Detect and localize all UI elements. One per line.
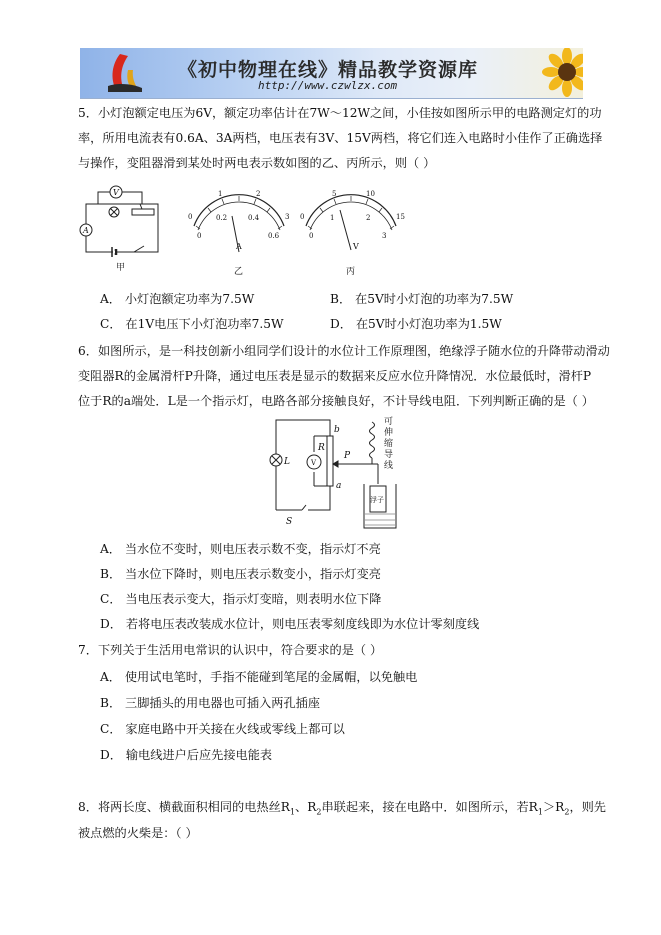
- ammeter-unit-label: A: [236, 242, 242, 251]
- ammeter-tick-bottom: 0.6: [268, 232, 280, 240]
- ammeter-tick-top: 0: [188, 213, 193, 221]
- q8-line-2: 被点燃的火柴是：（ ）: [78, 826, 198, 840]
- q6-line-3: 位于R的a端处．L是一个指示灯，电路各部分接触良好，不计导线电阻．下列判断正确的是（ ）: [78, 394, 594, 408]
- q6-label-a: a: [336, 481, 342, 491]
- voltmeter-unit-label: V: [353, 242, 359, 251]
- sunflower-icon: [535, 48, 583, 98]
- q6-option-c[interactable]: C． 当电压表示变大，指示灯变暗，则表明水位下降: [100, 592, 382, 606]
- q6-label-R: R: [318, 443, 325, 453]
- q5-label-yi: 乙: [234, 267, 244, 277]
- q5-line-1: 5．小灯泡额定电压为6V，额定功率估计在7W～12W之间，小佳按如图所示甲的电路测定灯的功: [78, 106, 602, 120]
- ammeter-tick-bottom: 0.2: [216, 214, 228, 222]
- q7-option-b[interactable]: B． 三脚插头的用电器也可插入两孔插座: [100, 696, 321, 710]
- q5-label-jia: 甲: [116, 263, 126, 273]
- voltmeter-tick-bottom: 1: [330, 214, 335, 222]
- voltmeter-tick-top: 15: [396, 213, 405, 221]
- voltmeter-tick-bottom: 0: [309, 232, 314, 240]
- voltmeter-tick-bottom: 2: [366, 214, 371, 222]
- q5-option-d[interactable]: D． 在5V时小灯泡功率为1.5W: [330, 317, 502, 331]
- q5-label-bing: 丙: [346, 267, 356, 277]
- q5-line-2: 率，所用电流表有0.6A、3A两档，电压表有3V、15V两档，将它们连入电路时小佳作了正确选择: [78, 131, 603, 145]
- banner-title: 《初中物理在线》精品教学资源库: [178, 59, 479, 81]
- q5-option-c[interactable]: C． 在1V电压下小灯泡功率7.5W: [100, 317, 284, 331]
- q8-line-1: 8．将两长度、横截面积相同的电热丝$R_1$、$R_2$串联起来，接在电路中．如图所示，若$R_1>R_2$，则先: [78, 800, 606, 817]
- q5-line-3: 与操作，变阻器滑到某处时两电表示数如图的乙、丙所示，则（ ）: [78, 156, 436, 170]
- q6-option-b[interactable]: B． 当水位下降时，则电压表示数变小，指示灯变亮: [100, 567, 381, 581]
- q7-title: 7．下列关于生活用电常识的认识中，符合要求的是（ ）: [78, 643, 383, 657]
- q5-option-a[interactable]: A． 小灯泡额定功率为7.5W: [100, 292, 255, 306]
- q6-label-S: S: [286, 517, 293, 527]
- site-logo-icon: [102, 50, 148, 96]
- ammeter-tick-top: 1: [218, 190, 223, 198]
- q6-label-b: b: [334, 425, 340, 435]
- q5-voltmeter-symbol: V: [113, 188, 119, 197]
- q6-line-1: 6．如图所示，是一科技创新小组同学们设计的水位计工作原理图，绝缘浮子随水位的升降带动滑动: [78, 344, 610, 358]
- q6-float-label: 浮子: [370, 496, 384, 504]
- q6-wire-char: 缩: [384, 439, 394, 449]
- voltmeter-tick-bottom: 3: [382, 232, 387, 240]
- banner-url[interactable]: http://www.czwlzx.com: [258, 79, 398, 92]
- q7-option-a[interactable]: A． 使用试电笔时，手指不能碰到笔尾的金属帽，以免触电: [100, 670, 418, 684]
- ammeter-tick-top: 2: [256, 190, 261, 198]
- ammeter-tick-bottom: 0: [197, 232, 202, 240]
- q6-wire-char: 线: [384, 461, 394, 471]
- voltmeter-tick-top: 0: [300, 213, 305, 221]
- q6-wire-char: 可: [384, 417, 394, 427]
- ammeter-tick-top: 3: [285, 213, 290, 221]
- q6-line-2: 变阻器R的金属滑杆P升降，通过电压表是显示的数据来反应水位升降情况．水位最低时，滑杆P: [78, 369, 592, 383]
- ammeter-tick-bottom: 0.4: [248, 214, 260, 222]
- q6-label-L: L: [284, 457, 290, 467]
- q5-option-b[interactable]: B． 在5V时小灯泡的功率为7.5W: [330, 292, 514, 306]
- q5-ammeter-symbol: A: [83, 226, 89, 235]
- q6-label-P: P: [344, 451, 351, 461]
- q7-option-d[interactable]: D． 输电线进户后应先接电能表: [100, 748, 273, 762]
- q6-water-level-circuit: [268, 414, 410, 532]
- voltmeter-tick-top: 10: [366, 190, 375, 198]
- q6-option-a[interactable]: A． 当水位不变时，则电压表示数不变，指示灯不亮: [100, 542, 381, 556]
- q6-label-V: V: [311, 459, 317, 467]
- q5-voltmeter-dial: [296, 186, 408, 278]
- q5-circuit-diagram: [76, 184, 166, 274]
- header-banner: [80, 48, 583, 99]
- q6-wire-char: 伸: [384, 428, 394, 438]
- q5-ammeter-dial: [184, 186, 294, 278]
- q6-option-d[interactable]: D． 若将电压表改装成水位计，则电压表零刻度线即为水位计零刻度线: [100, 617, 480, 631]
- voltmeter-tick-top: 5: [332, 190, 337, 198]
- q7-option-c[interactable]: C． 家庭电路中开关接在火线或零线上都可以: [100, 722, 345, 736]
- q6-wire-char: 导: [384, 450, 394, 460]
